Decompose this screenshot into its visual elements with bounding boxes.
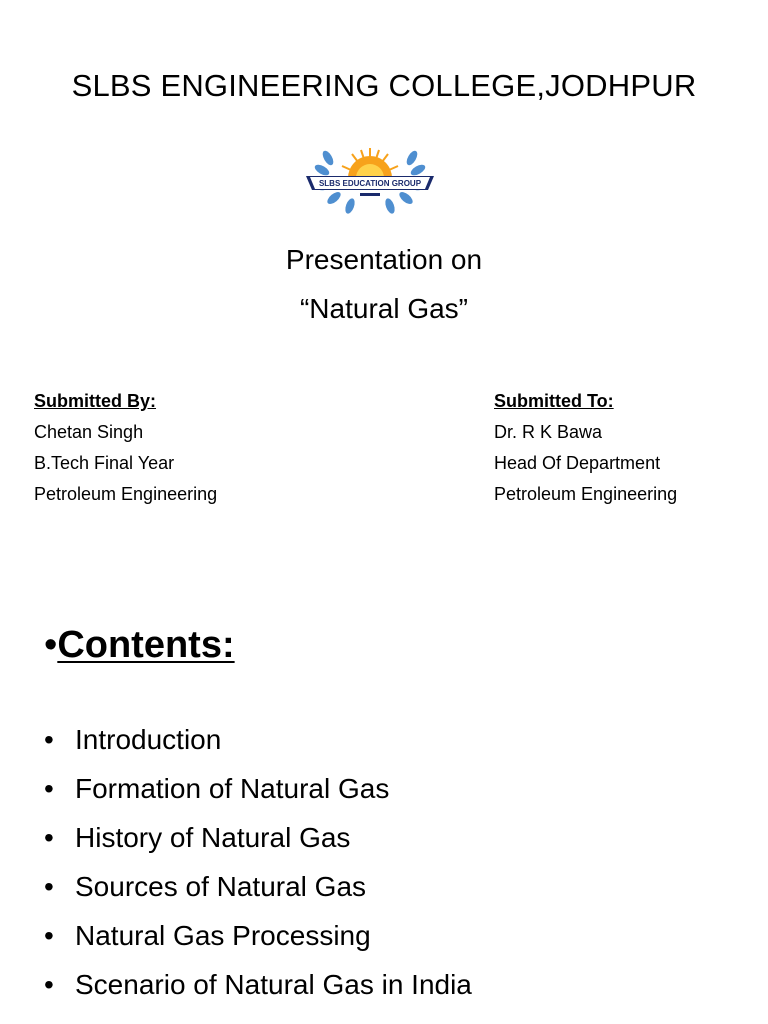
submitted-to-name: Dr. R K Bawa [494,422,603,442]
list-item [44,813,472,862]
bullet-icon: • [44,920,54,951]
list-item [44,862,472,911]
list-item [44,911,472,960]
college-title: SLBS ENGINEERING COLLEGE,JODHPUR [71,68,697,103]
slbs-logo [300,140,440,216]
contents-list [44,715,472,1009]
submitted-by-name: Chetan Singh [34,422,144,442]
bullet-icon: • [44,724,54,755]
list-item-label: Sources of Natural Gas [75,871,367,902]
submitted-to-heading: Submitted To: [494,391,614,411]
contents-heading-text: Contents: [57,624,235,666]
list-item [44,715,472,764]
submitted-by-year: B.Tech Final Year [34,453,175,473]
submitted-to-block [494,386,677,510]
list-item-label: Introduction [75,724,222,755]
bullet-icon: • [44,822,54,853]
logo-text: SLBS EDUCATION GROUP [318,179,422,188]
bullet-icon: • [44,624,58,666]
sun-icon [342,148,398,178]
list-item [44,960,472,1009]
list-item-label: Natural Gas Processing [75,920,371,951]
submitted-to-role: Head Of Department [494,453,661,473]
presentation-topic: “Natural Gas” [299,293,469,324]
contents-slide [0,590,768,1024]
bullet-icon: • [44,773,54,804]
list-item-label: Scenario of Natural Gas in India [75,969,472,1000]
submitted-by-block [34,386,217,510]
list-item-label: History of Natural Gas [75,822,351,853]
submitted-to-branch: Petroleum Engineering [494,484,678,504]
contents-heading [44,624,235,667]
bullet-icon: • [44,969,54,1000]
bullet-icon: • [44,871,54,902]
presentation-line: Presentation on [285,244,483,275]
submitted-by-heading: Submitted By: [34,391,157,411]
submitted-by-branch: Petroleum Engineering [34,484,218,504]
list-item-label: Formation of Natural Gas [75,773,390,804]
list-item [44,764,472,813]
